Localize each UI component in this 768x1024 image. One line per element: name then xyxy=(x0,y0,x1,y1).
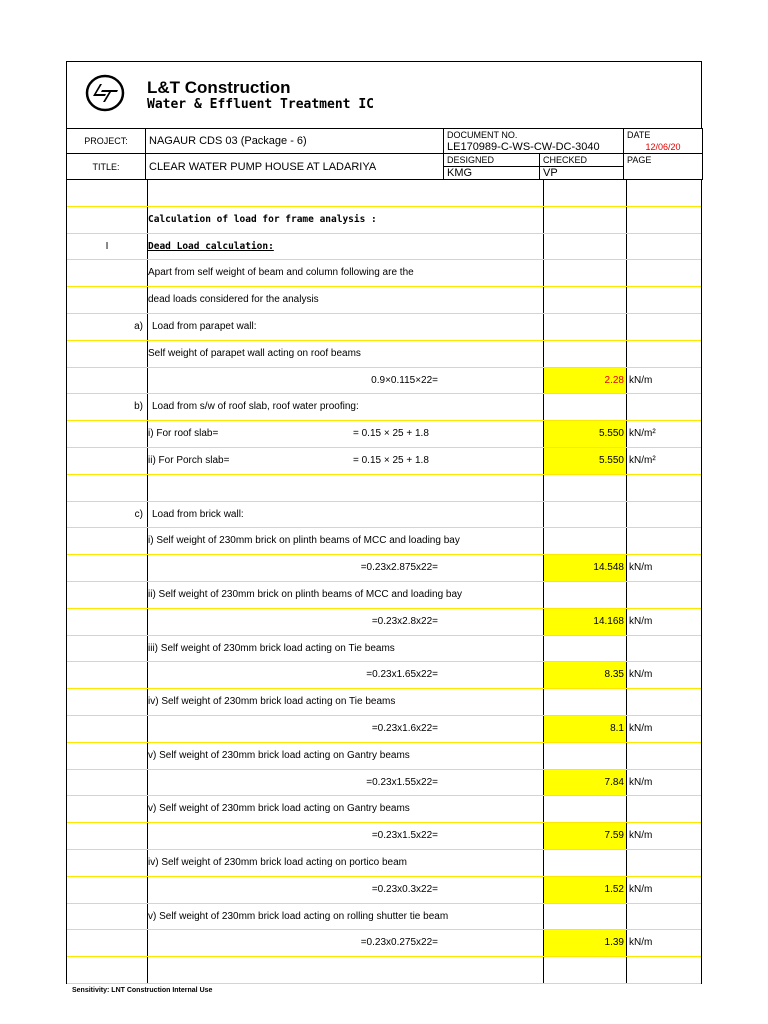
value-text: 14.168 xyxy=(593,615,624,627)
calc-row xyxy=(67,877,701,904)
description-text: dead loads considered for the analysis xyxy=(148,294,319,306)
expression-text: =0.23x1.65x22= xyxy=(366,669,438,681)
unit-cell xyxy=(627,796,704,822)
unit-cell xyxy=(627,180,704,206)
unit-cell: kN/m xyxy=(629,830,653,842)
description-cell xyxy=(148,850,544,876)
calc-row xyxy=(67,260,701,287)
value-cell xyxy=(544,796,627,822)
expression-text: =0.23x0.275x22= xyxy=(360,937,438,949)
calc-row xyxy=(67,368,701,395)
description-cell xyxy=(148,394,544,420)
value-text: 2.28 xyxy=(604,374,624,386)
item-number xyxy=(67,743,148,769)
value-cell xyxy=(544,877,627,903)
description-text: i) Self weight of 230mm brick on plinth beams of MCC and loading bay xyxy=(148,535,460,547)
description-text: Load from brick wall: xyxy=(152,508,244,520)
unit-cell xyxy=(627,260,704,286)
unit-cell: kN/m xyxy=(629,776,653,788)
calc-row xyxy=(67,823,701,850)
calc-row xyxy=(67,475,701,502)
unit-cell: kN/m xyxy=(629,722,653,734)
description-text: i) For roof slab= xyxy=(148,428,219,440)
calc-row xyxy=(67,555,701,582)
checked-value: VP xyxy=(540,167,624,180)
project-label: PROJECT: xyxy=(67,129,146,154)
value-text: 14.548 xyxy=(593,562,624,574)
value-cell xyxy=(544,850,627,876)
designed-value: KMG xyxy=(444,167,540,180)
description-text: Load from s/w of roof slab, roof water proofing: xyxy=(152,401,359,413)
value-cell xyxy=(544,636,627,662)
description-text: v) Self weight of 230mm brick load acting on Gantry beams xyxy=(148,803,410,815)
unit-cell xyxy=(627,341,704,367)
unit-cell: kN/m xyxy=(629,883,653,895)
description-text: Dead Load calculation: xyxy=(148,240,274,252)
value-cell xyxy=(544,823,627,849)
description-cell xyxy=(148,609,544,635)
calc-row xyxy=(67,502,701,529)
date-value: 12/06/20 xyxy=(624,141,703,154)
item-number xyxy=(67,528,148,554)
calc-row xyxy=(67,689,701,716)
value-cell xyxy=(544,260,627,286)
item-number: I xyxy=(67,234,148,260)
value-cell xyxy=(544,716,627,742)
description-cell xyxy=(148,904,544,930)
unit-cell xyxy=(627,314,704,340)
value-cell xyxy=(544,930,627,956)
unit-cell xyxy=(627,528,704,554)
value-cell xyxy=(544,207,627,233)
expression-text: =0.23x0.3x22= xyxy=(371,883,438,895)
calc-row xyxy=(67,287,701,314)
value-text: 5.550 xyxy=(598,428,624,440)
unit-cell: kN/m xyxy=(629,615,653,627)
calc-row xyxy=(67,770,701,797)
item-number xyxy=(67,287,148,313)
description-cell xyxy=(148,716,544,742)
value-text: 5.550 xyxy=(598,454,624,466)
value-cell xyxy=(544,662,627,688)
item-number xyxy=(67,448,148,474)
calc-row xyxy=(67,636,701,663)
item-number xyxy=(67,421,148,447)
value-text: 8.1 xyxy=(610,722,624,734)
doc-no-value: LE170989-C-WS-CW-DC-3040 xyxy=(444,141,624,154)
item-number xyxy=(67,260,148,286)
unit-cell xyxy=(627,502,704,528)
value-cell xyxy=(544,448,627,474)
lt-logo-icon xyxy=(85,73,125,113)
value-cell xyxy=(544,582,627,608)
calc-row xyxy=(67,207,701,234)
description-cell xyxy=(148,796,544,822)
expression-text: =0.23x1.55x22= xyxy=(366,776,438,788)
item-number xyxy=(67,368,148,394)
description-cell xyxy=(148,234,544,260)
value-cell xyxy=(544,180,627,206)
calc-row xyxy=(67,582,701,609)
document-info-table xyxy=(66,128,703,180)
page-value xyxy=(624,167,703,180)
calc-row xyxy=(67,394,701,421)
description-cell xyxy=(148,475,544,501)
unit-cell: kN/m xyxy=(629,937,653,949)
value-cell xyxy=(544,234,627,260)
date-label: DATE xyxy=(624,129,703,142)
item-number xyxy=(67,770,148,796)
company-division: Water & Effluent Treatment IC xyxy=(147,97,374,112)
expression-text: =0.23x2.875x22= xyxy=(360,562,438,574)
calc-row xyxy=(67,341,701,368)
calc-row xyxy=(67,930,701,957)
page-label: PAGE xyxy=(624,154,703,167)
formula-text: = 0.15 × 25 + 1.8 xyxy=(353,428,429,440)
sensitivity-footer: Sensitivity: LNT Construction Internal Use xyxy=(72,987,213,994)
calc-row xyxy=(67,743,701,770)
company-name: L&T Construction xyxy=(147,78,291,97)
value-cell xyxy=(544,314,627,340)
item-number: a) xyxy=(67,314,148,340)
item-number xyxy=(67,716,148,742)
item-number xyxy=(67,341,148,367)
expression-text: =0.23x2.8x22= xyxy=(371,615,438,627)
item-number xyxy=(67,796,148,822)
calc-row xyxy=(67,716,701,743)
description-cell xyxy=(148,314,544,340)
value-cell xyxy=(544,555,627,581)
item-number xyxy=(67,662,148,688)
checked-label: CHECKED xyxy=(540,154,624,167)
item-number xyxy=(67,609,148,635)
unit-cell xyxy=(627,207,704,233)
calculation-grid xyxy=(66,180,702,984)
description-cell xyxy=(148,260,544,286)
expression-text: =0.23x1.5x22= xyxy=(371,830,438,842)
unit-cell xyxy=(627,743,704,769)
calc-row xyxy=(67,662,701,689)
unit-cell xyxy=(627,850,704,876)
value-cell xyxy=(544,743,627,769)
description-text: Self weight of parapet wall acting on roof beams xyxy=(148,347,361,359)
description-cell xyxy=(148,502,544,528)
value-text: 7.59 xyxy=(604,830,624,842)
description-text: Load from parapet wall: xyxy=(152,320,257,332)
calculation-sheet xyxy=(66,61,702,984)
item-number xyxy=(67,180,148,206)
unit-cell: kN/m² xyxy=(629,454,656,466)
project-value: NAGAUR CDS 03 (Package - 6) xyxy=(146,129,444,154)
calc-row xyxy=(67,234,701,261)
description-cell xyxy=(148,743,544,769)
item-number xyxy=(67,957,148,983)
description-cell xyxy=(148,528,544,554)
unit-cell: kN/m² xyxy=(629,428,656,440)
value-cell xyxy=(544,421,627,447)
description-text: v) Self weight of 230mm brick load acting on Gantry beams xyxy=(148,749,410,761)
unit-cell: kN/m xyxy=(629,562,653,574)
unit-cell xyxy=(627,636,704,662)
value-cell xyxy=(544,368,627,394)
value-text: 8.35 xyxy=(604,669,624,681)
item-number xyxy=(67,877,148,903)
value-cell xyxy=(544,957,627,983)
title-label: TITLE: xyxy=(67,154,146,180)
description-cell xyxy=(148,207,544,233)
description-text: Apart from self weight of beam and column following are the xyxy=(148,267,414,279)
description-text: iii) Self weight of 230mm brick load acting on Tie beams xyxy=(148,642,395,654)
value-text: 1.39 xyxy=(604,937,624,949)
unit-cell: kN/m xyxy=(629,374,653,386)
description-cell xyxy=(148,636,544,662)
expression-text: 0.9×0.115×22= xyxy=(371,374,438,386)
calc-row xyxy=(67,609,701,636)
description-cell xyxy=(148,877,544,903)
calc-row xyxy=(67,314,701,341)
description-cell xyxy=(148,770,544,796)
calc-row xyxy=(67,528,701,555)
item-number: b) xyxy=(67,394,148,420)
description-cell xyxy=(148,582,544,608)
calc-row xyxy=(67,796,701,823)
item-number xyxy=(67,850,148,876)
description-cell xyxy=(148,957,544,983)
value-cell xyxy=(544,475,627,501)
item-number xyxy=(67,207,148,233)
value-cell xyxy=(544,394,627,420)
description-text: ii) Self weight of 230mm brick on plinth beams of MCC and loading bay xyxy=(148,588,463,600)
description-text: Calculation of load for frame analysis : xyxy=(148,213,377,225)
item-number xyxy=(67,475,148,501)
unit-cell xyxy=(627,582,704,608)
description-cell xyxy=(148,368,544,394)
description-cell xyxy=(148,448,544,474)
description-cell xyxy=(148,421,544,447)
value-cell xyxy=(544,341,627,367)
calc-row xyxy=(67,957,701,984)
calc-row xyxy=(67,448,701,475)
value-text: 1.52 xyxy=(604,883,624,895)
calc-row xyxy=(67,180,701,207)
description-cell xyxy=(148,930,544,956)
value-cell xyxy=(544,904,627,930)
value-cell xyxy=(544,287,627,313)
unit-cell xyxy=(627,234,704,260)
designed-label: DESIGNED xyxy=(444,154,540,167)
sheet-header xyxy=(66,61,702,128)
description-cell xyxy=(148,341,544,367)
item-number xyxy=(67,636,148,662)
unit-cell xyxy=(627,904,704,930)
unit-cell xyxy=(627,287,704,313)
unit-cell xyxy=(627,957,704,983)
calc-row xyxy=(67,904,701,931)
title-value: CLEAR WATER PUMP HOUSE AT LADARIYA xyxy=(146,154,444,180)
item-number xyxy=(67,904,148,930)
description-cell xyxy=(148,689,544,715)
description-cell xyxy=(148,555,544,581)
value-cell xyxy=(544,528,627,554)
value-cell xyxy=(544,502,627,528)
formula-text: = 0.15 × 25 + 1.8 xyxy=(353,454,429,466)
expression-text: =0.23x1.6x22= xyxy=(371,722,438,734)
item-number xyxy=(67,930,148,956)
item-number: c) xyxy=(67,502,148,528)
calc-row xyxy=(67,421,701,448)
description-cell xyxy=(148,287,544,313)
value-text: 7.84 xyxy=(604,776,624,788)
item-number xyxy=(67,582,148,608)
description-cell xyxy=(148,823,544,849)
unit-cell xyxy=(627,475,704,501)
value-cell xyxy=(544,609,627,635)
description-text: iv) Self weight of 230mm brick load acting on Tie beams xyxy=(148,696,396,708)
doc-no-label: DOCUMENT NO. xyxy=(444,129,624,142)
unit-cell: kN/m xyxy=(629,669,653,681)
item-number xyxy=(67,555,148,581)
description-text: v) Self weight of 230mm brick load acting on rolling shutter tie beam xyxy=(148,910,449,922)
item-number xyxy=(67,823,148,849)
description-text: iv) Self weight of 230mm brick load acting on portico beam xyxy=(148,856,408,868)
unit-cell xyxy=(627,689,704,715)
description-cell xyxy=(148,662,544,688)
description-cell xyxy=(148,180,544,206)
item-number xyxy=(67,689,148,715)
calc-row xyxy=(67,850,701,877)
value-cell xyxy=(544,770,627,796)
value-cell xyxy=(544,689,627,715)
description-text: ii) For Porch slab= xyxy=(148,454,230,466)
unit-cell xyxy=(627,394,704,420)
